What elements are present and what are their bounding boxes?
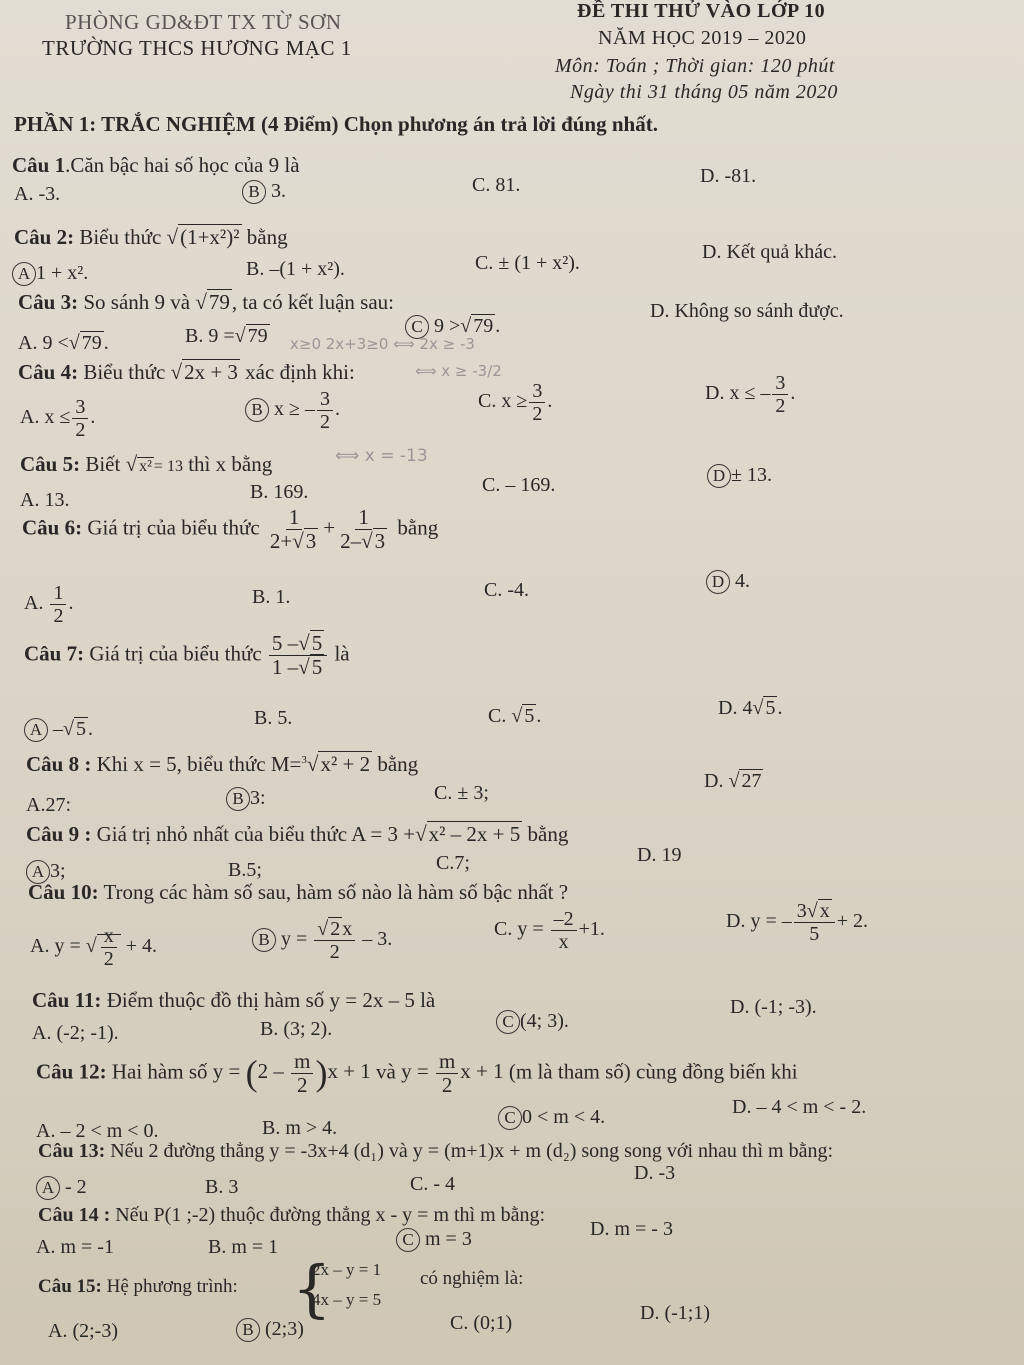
q10-option-c — [494, 908, 605, 953]
radicand: x² + 2 — [320, 752, 371, 776]
question-label: Câu 9 : — [26, 822, 92, 846]
option-text: D. x ≤ – — [705, 382, 771, 405]
q12-option-d: D. – 4 < m < - 2. — [732, 1096, 867, 1118]
q6-option-a: A. $\frac{1}{2}$ . — [24, 582, 74, 627]
question-text: Biết — [85, 452, 121, 476]
question-11 — [32, 988, 435, 1013]
option-text: D. — [704, 770, 724, 792]
pencil-note: ⟺ x = -13 — [335, 446, 428, 466]
question-text: Hệ phương trình: — [106, 1276, 238, 1297]
question-7 — [24, 632, 350, 679]
question-text: Trong các hàm số sau, hàm số nào là hàm số bậc nhất ? — [103, 880, 569, 904]
school-name: TRƯỜNG THCS HƯƠNG MẠC 1 — [42, 36, 352, 60]
fraction — [314, 918, 355, 963]
fraction — [317, 388, 333, 433]
answer-circle: B — [236, 1318, 260, 1342]
option-text: 1 + x². — [36, 262, 89, 284]
numerator: 3 — [317, 388, 333, 411]
question-label: Câu 11: — [32, 988, 102, 1012]
question-label: Câu 4: — [18, 360, 79, 384]
numerator: 3 — [529, 380, 545, 403]
q3-option-d: D. Không so sánh được. — [650, 300, 844, 322]
question-label: Câu 7: — [24, 641, 85, 666]
q11-option-d: D. (-1; -3). — [730, 996, 817, 1018]
denominator: x — [558, 931, 569, 953]
numerator: 1 — [355, 506, 372, 530]
radicand: 2x + 3 — [184, 360, 238, 384]
q12-option-a: A. – 2 < m < 0. — [36, 1120, 159, 1142]
exam-title: ĐỀ THI THỬ VÀO LỚP 10 — [577, 0, 826, 22]
system-equation-1: 2x – y = 1 — [312, 1260, 382, 1279]
q12-option-b: B. m > 4. — [262, 1117, 338, 1139]
option-text: D. y = – — [726, 910, 792, 933]
pencil-note: x≥0 2x+3≥0 ⟺ 2x ≥ -3 — [290, 335, 475, 353]
school-year: NĂM HỌC 2019 – 2020 — [598, 27, 807, 49]
q10-option-b — [252, 918, 392, 963]
answer-circle: C — [396, 1228, 420, 1252]
q11-option-b: B. (3; 2). — [260, 1018, 333, 1040]
radicand: x² — [139, 458, 152, 475]
question-14 — [38, 1204, 545, 1227]
question-tail: là — [334, 641, 350, 666]
q7-option-d: D. 4√ 5 . — [718, 697, 783, 719]
answer-circle: A — [12, 262, 36, 286]
system-brace: { — [292, 1252, 332, 1325]
q4-option-a: A. x ≤ $\frac{3}{2}$ . — [20, 396, 96, 441]
q8-option-d: D. √ 27 — [704, 770, 762, 792]
numerator: m — [436, 1050, 458, 1074]
denominator: 2–√3 — [340, 529, 386, 554]
question-9: Câu 9 : Giá trị nhỏ nhất của biểu thức A = 3 +√x² – 2x + 5 bằng — [26, 822, 569, 846]
q4-option-c: C. x ≥ $\frac{3}{2}$ . — [478, 380, 553, 425]
question-text: Giá trị của biểu thức — [89, 641, 262, 666]
question-label: Câu 2: — [14, 225, 75, 249]
department-name: PHÒNG GD&ĐT TX TỪ SƠN — [65, 10, 342, 34]
radicand: 5 — [75, 718, 86, 740]
option-tail: + 4. — [125, 935, 157, 958]
fraction — [50, 582, 66, 627]
question-10 — [28, 880, 568, 905]
option-text: 3: — [250, 787, 266, 809]
option-text: (2;3) — [265, 1318, 304, 1340]
option-text: m = 3 — [425, 1228, 472, 1250]
numerator: 3√ x — [794, 900, 835, 923]
option-text: A. 9 < — [18, 332, 69, 354]
q10-option-d — [726, 900, 868, 945]
answer-circle: A — [24, 718, 48, 742]
q1-option-c: C. 81. — [472, 174, 521, 196]
question-tail: , ta có kết luận sau: — [231, 290, 394, 314]
answer-circle: C — [405, 315, 429, 339]
fraction — [794, 900, 835, 945]
question-text: Biểu thức — [79, 225, 162, 249]
question-6: Câu 6: Giá trị của biểu thức $\frac{1}{2+√3}$ + $\frac{1}{2-√3}$ bằng — [22, 505, 439, 554]
q3-option-a: A. 9 <√ 79 . — [18, 332, 109, 354]
radicand: 79 — [208, 290, 230, 314]
question-tail: thì x bằng — [188, 452, 273, 476]
question-tail: có nghiệm là: — [420, 1268, 524, 1289]
section-title: PHẦN 1: TRẮC NGHIỆM (4 Điểm) Chọn phương án trả lời đúng nhất. — [14, 112, 658, 136]
numerator-text: 5 – — [271, 631, 299, 655]
q13-option-c: C. - 4 — [410, 1173, 455, 1195]
denominator: 2 — [75, 419, 86, 441]
q13-option-d: D. -3 — [634, 1162, 676, 1184]
q8-option-c: C. ± 3; — [434, 782, 489, 804]
radicand: 5 — [765, 697, 776, 719]
q12-option-c — [498, 1106, 605, 1130]
question-4: Câu 4: Biểu thức √2x + 3 xác định khi: — [18, 360, 355, 384]
q6-option-b: B. 1. — [252, 586, 291, 608]
radicand: 79 — [247, 325, 268, 347]
question-tail: (m là tham số) cùng đồng biến khi — [508, 1059, 798, 1084]
option-text: A. x ≤ — [20, 406, 71, 429]
q15-option-d: D. (-1;1) — [640, 1302, 710, 1324]
question-tail: bằng — [246, 225, 288, 249]
answer-circle: C — [496, 1010, 520, 1034]
numerator: –2 — [551, 908, 577, 931]
denominator-text: 2– — [340, 529, 362, 554]
question-3: Câu 3: So sánh 9 và √79, ta có kết luận sau: — [18, 290, 394, 314]
q9-option-c: C.7; — [436, 852, 470, 874]
question-label: Câu 5: — [20, 452, 81, 476]
equals-value: = 13 — [153, 458, 183, 475]
question-label: Câu 3: — [18, 290, 79, 314]
q7-option-c: C. √ 5 . — [488, 705, 542, 727]
fraction — [337, 506, 390, 553]
q7-option-a: A –√ 5 . — [24, 718, 93, 742]
question-text: Nếu P(1 ;-2) thuộc đường thẳng x - y = m thì m bằng: — [115, 1204, 546, 1226]
fraction — [291, 1050, 313, 1097]
question-text: .Căn bậc hai số học của 9 là — [65, 153, 300, 177]
root-index: 3 — [301, 754, 307, 766]
numerator: 1 — [50, 582, 66, 605]
q1-option-d: D. -81. — [700, 165, 757, 187]
q3-option-c: C 9 >√ 79 . — [405, 315, 500, 339]
q15-option-c: C. (0;1) — [450, 1312, 513, 1334]
numerator: 5 –√5 — [269, 632, 327, 656]
question-text: Khi x = 5, biểu thức M= — [96, 752, 302, 776]
q2-option-b: B. –(1 + x²). — [246, 258, 345, 280]
answer-circle: B — [226, 787, 250, 811]
fraction — [72, 396, 88, 441]
q5-option-a: A. 13. — [20, 489, 70, 511]
numerator: 1 — [286, 506, 303, 530]
option-text: ± 13. — [731, 464, 772, 486]
q4-option-d: D. x ≤ – $\frac{3}{2}$ . — [705, 372, 796, 417]
pencil-note: ⟺ x ≥ -3/2 — [415, 362, 502, 380]
q1-option-b — [242, 180, 286, 204]
denominator-text: 1 – — [271, 655, 299, 680]
numerator: 3 — [72, 396, 88, 419]
question-label: Câu 14 : — [38, 1204, 111, 1226]
q8-option-b — [226, 787, 266, 811]
q3-option-b: B. 9 =√ 79 — [185, 325, 268, 347]
exam-date: Ngày thi 31 tháng 05 năm 2020 — [570, 81, 838, 103]
radicand: 79 — [81, 332, 102, 354]
denominator: 5 — [809, 923, 820, 945]
question-label: Câu 10: — [28, 880, 99, 904]
q2-option-d: D. Kết quả khác. — [702, 241, 837, 263]
option-text: 3. — [271, 180, 286, 202]
question-label: Câu 6: — [22, 515, 83, 540]
option-tail: – 3. — [362, 928, 393, 951]
question-label: Câu 8 : — [26, 752, 92, 776]
q9-option-d: D. 19 — [637, 844, 682, 866]
q5-option-d — [707, 464, 772, 488]
q5-option-c: C. – 169. — [482, 474, 556, 496]
denominator: 2 — [53, 605, 64, 627]
answer-circle: B — [252, 928, 276, 952]
answer-circle: B — [245, 398, 269, 422]
radicand: 3 — [305, 529, 317, 554]
option-text: 3; — [50, 860, 66, 882]
option-text: C. x ≥ — [478, 390, 528, 413]
fraction — [551, 908, 577, 953]
question-tail: bằng — [397, 515, 439, 540]
option-text: D. 4 — [718, 697, 753, 719]
denominator: 1 –√5 — [271, 655, 323, 680]
radicand: 5 — [524, 705, 535, 727]
fraction — [436, 1050, 458, 1097]
denominator: 2+√3 — [269, 529, 317, 554]
denominator: 2 — [532, 403, 543, 425]
option-text: – — [53, 718, 63, 740]
question-label: Câu 1 — [12, 153, 66, 177]
question-5: Câu 5: Biết √ x² = 13 thì x bằng — [20, 452, 273, 476]
radicand: x² – 2x + 5 — [428, 822, 521, 846]
option-text: (4; 3). — [520, 1010, 569, 1032]
q2-option-a — [12, 262, 88, 286]
q5-option-b: B. 169. — [250, 481, 309, 503]
q14-option-d: D. m = - 3 — [590, 1218, 673, 1240]
question-text: Giá trị nhỏ nhất của biểu thức A = 3 + — [96, 822, 416, 846]
radicand: 3 — [374, 529, 386, 554]
denominator: 2 — [441, 1073, 453, 1098]
question-8: Câu 8 : Khi x = 5, biểu thức M=$^3$√x² + 2 bằng — [26, 752, 419, 776]
q11-option-a: A. (-2; -1). — [32, 1022, 119, 1044]
answer-circle: A — [26, 860, 50, 884]
q14-option-a: A. m = -1 — [36, 1236, 114, 1258]
question-2: Câu 2: Biểu thức √(1+x²)² bằng — [14, 225, 288, 249]
question-label: Câu 12: — [36, 1059, 107, 1084]
numerator: √ 2 x — [314, 918, 355, 941]
question-tail: xác định khi: — [245, 360, 355, 384]
question-tail: bằng — [377, 752, 419, 776]
fraction — [101, 925, 117, 970]
option-text: 0 < m < 4. — [522, 1106, 606, 1128]
option-text: y = — [281, 928, 308, 951]
option-text: C. y = — [494, 918, 544, 941]
radicand: 5 — [311, 655, 323, 680]
question-text: Hai hàm số — [111, 1059, 208, 1084]
answer-circle: B — [242, 180, 266, 204]
answer-circle: C — [498, 1106, 522, 1130]
q9-option-b: B.5; — [228, 859, 262, 881]
function-1: y = (2 – $\frac{m}{2}$ )x + 1 — [212, 1049, 371, 1098]
q4-option-b: B x ≥ – $\frac{3}{2}$ . — [245, 388, 340, 433]
q1-option-a: A. -3. — [14, 183, 61, 205]
denominator: 2 — [329, 941, 340, 963]
question-13 — [38, 1140, 833, 1163]
numerator: m — [291, 1050, 313, 1074]
question-12: Câu 12: Hai hàm số y = (2 – $\frac{m}{2}$ )x + 1 và y = $\frac{m}{2}$ x + 1 (m là tham số) cùng đồng biến khi — [36, 1049, 798, 1098]
radicand: 79 — [473, 315, 494, 337]
q6-option-d — [706, 570, 750, 594]
q15-option-a: A. (2;-3) — [48, 1320, 118, 1342]
q13-option-a — [36, 1176, 87, 1200]
q11-option-c — [496, 1010, 569, 1034]
system-equation-2: 4x – y = 5 — [312, 1290, 382, 1309]
fraction — [772, 372, 788, 417]
option-text: A. y = — [30, 935, 81, 958]
q14-option-b: B. m = 1 — [208, 1236, 279, 1258]
q7-option-b: B. 5. — [254, 707, 293, 729]
q14-option-c — [396, 1228, 472, 1252]
radicand: (1+x²)² — [180, 225, 240, 249]
denominator: 2 — [319, 411, 330, 433]
exam-subject: Môn: Toán ; Thời gian: 120 phút — [555, 55, 835, 77]
q15-option-b — [236, 1318, 304, 1342]
radicand: 5 — [311, 631, 323, 655]
radicand — [97, 925, 121, 970]
question-tail: bằng — [527, 822, 569, 846]
question-text: Biểu thức — [83, 360, 166, 384]
answer-circle: D — [707, 464, 731, 488]
question-label: Câu 15: — [38, 1276, 102, 1297]
option-text: - 2 — [65, 1176, 87, 1198]
q2-option-c: C. ± (1 + x²). — [475, 252, 580, 274]
answer-circle: A — [36, 1176, 60, 1200]
option-tail: + 2. — [836, 910, 868, 933]
answer-circle: D — [706, 570, 730, 594]
option-text: B. 9 = — [185, 325, 235, 347]
question-text: So sánh 9 và — [83, 290, 191, 314]
q13-option-b: B. 3 — [205, 1176, 239, 1198]
denominator: 2 — [103, 948, 114, 970]
option-text: x ≥ – — [274, 398, 315, 421]
fraction — [269, 632, 327, 679]
q10-option-a: A. y = √ $\frac{x}{2}$ + 4. — [30, 925, 157, 970]
numerator: x — [101, 925, 117, 948]
denominator: 2 — [297, 1073, 308, 1098]
q8-option-a: A.27: — [26, 794, 71, 816]
question-15 — [38, 1276, 238, 1298]
denominator: 2 — [775, 395, 786, 417]
function-2: y = $\frac{m}{2}$ x + 1 — [401, 1049, 504, 1098]
question-1 — [12, 153, 300, 178]
radicand: 27 — [741, 770, 762, 792]
option-text: C. — [488, 705, 507, 727]
option-text: 4. — [735, 570, 750, 592]
question-label: Câu 13: — [38, 1140, 106, 1162]
fraction — [267, 506, 321, 553]
question-text: Điểm thuộc đồ thị hàm số y = 2x – 5 là — [106, 988, 436, 1012]
option-tail: +1. — [578, 918, 605, 941]
question-text: Nếu 2 đường thẳng y = -3x+4 (d₁) và y = (m+1)x + m (d₂) song song với nhau thì m bằng: — [110, 1140, 834, 1162]
option-text: A. — [24, 592, 44, 615]
denominator-text: 2+ — [269, 529, 293, 554]
numerator: 3 — [772, 372, 788, 395]
option-text: 9 > — [434, 315, 461, 337]
q6-option-c: C. -4. — [484, 579, 529, 601]
fraction — [529, 380, 545, 425]
question-text: Giá trị của biểu thức — [87, 515, 260, 540]
